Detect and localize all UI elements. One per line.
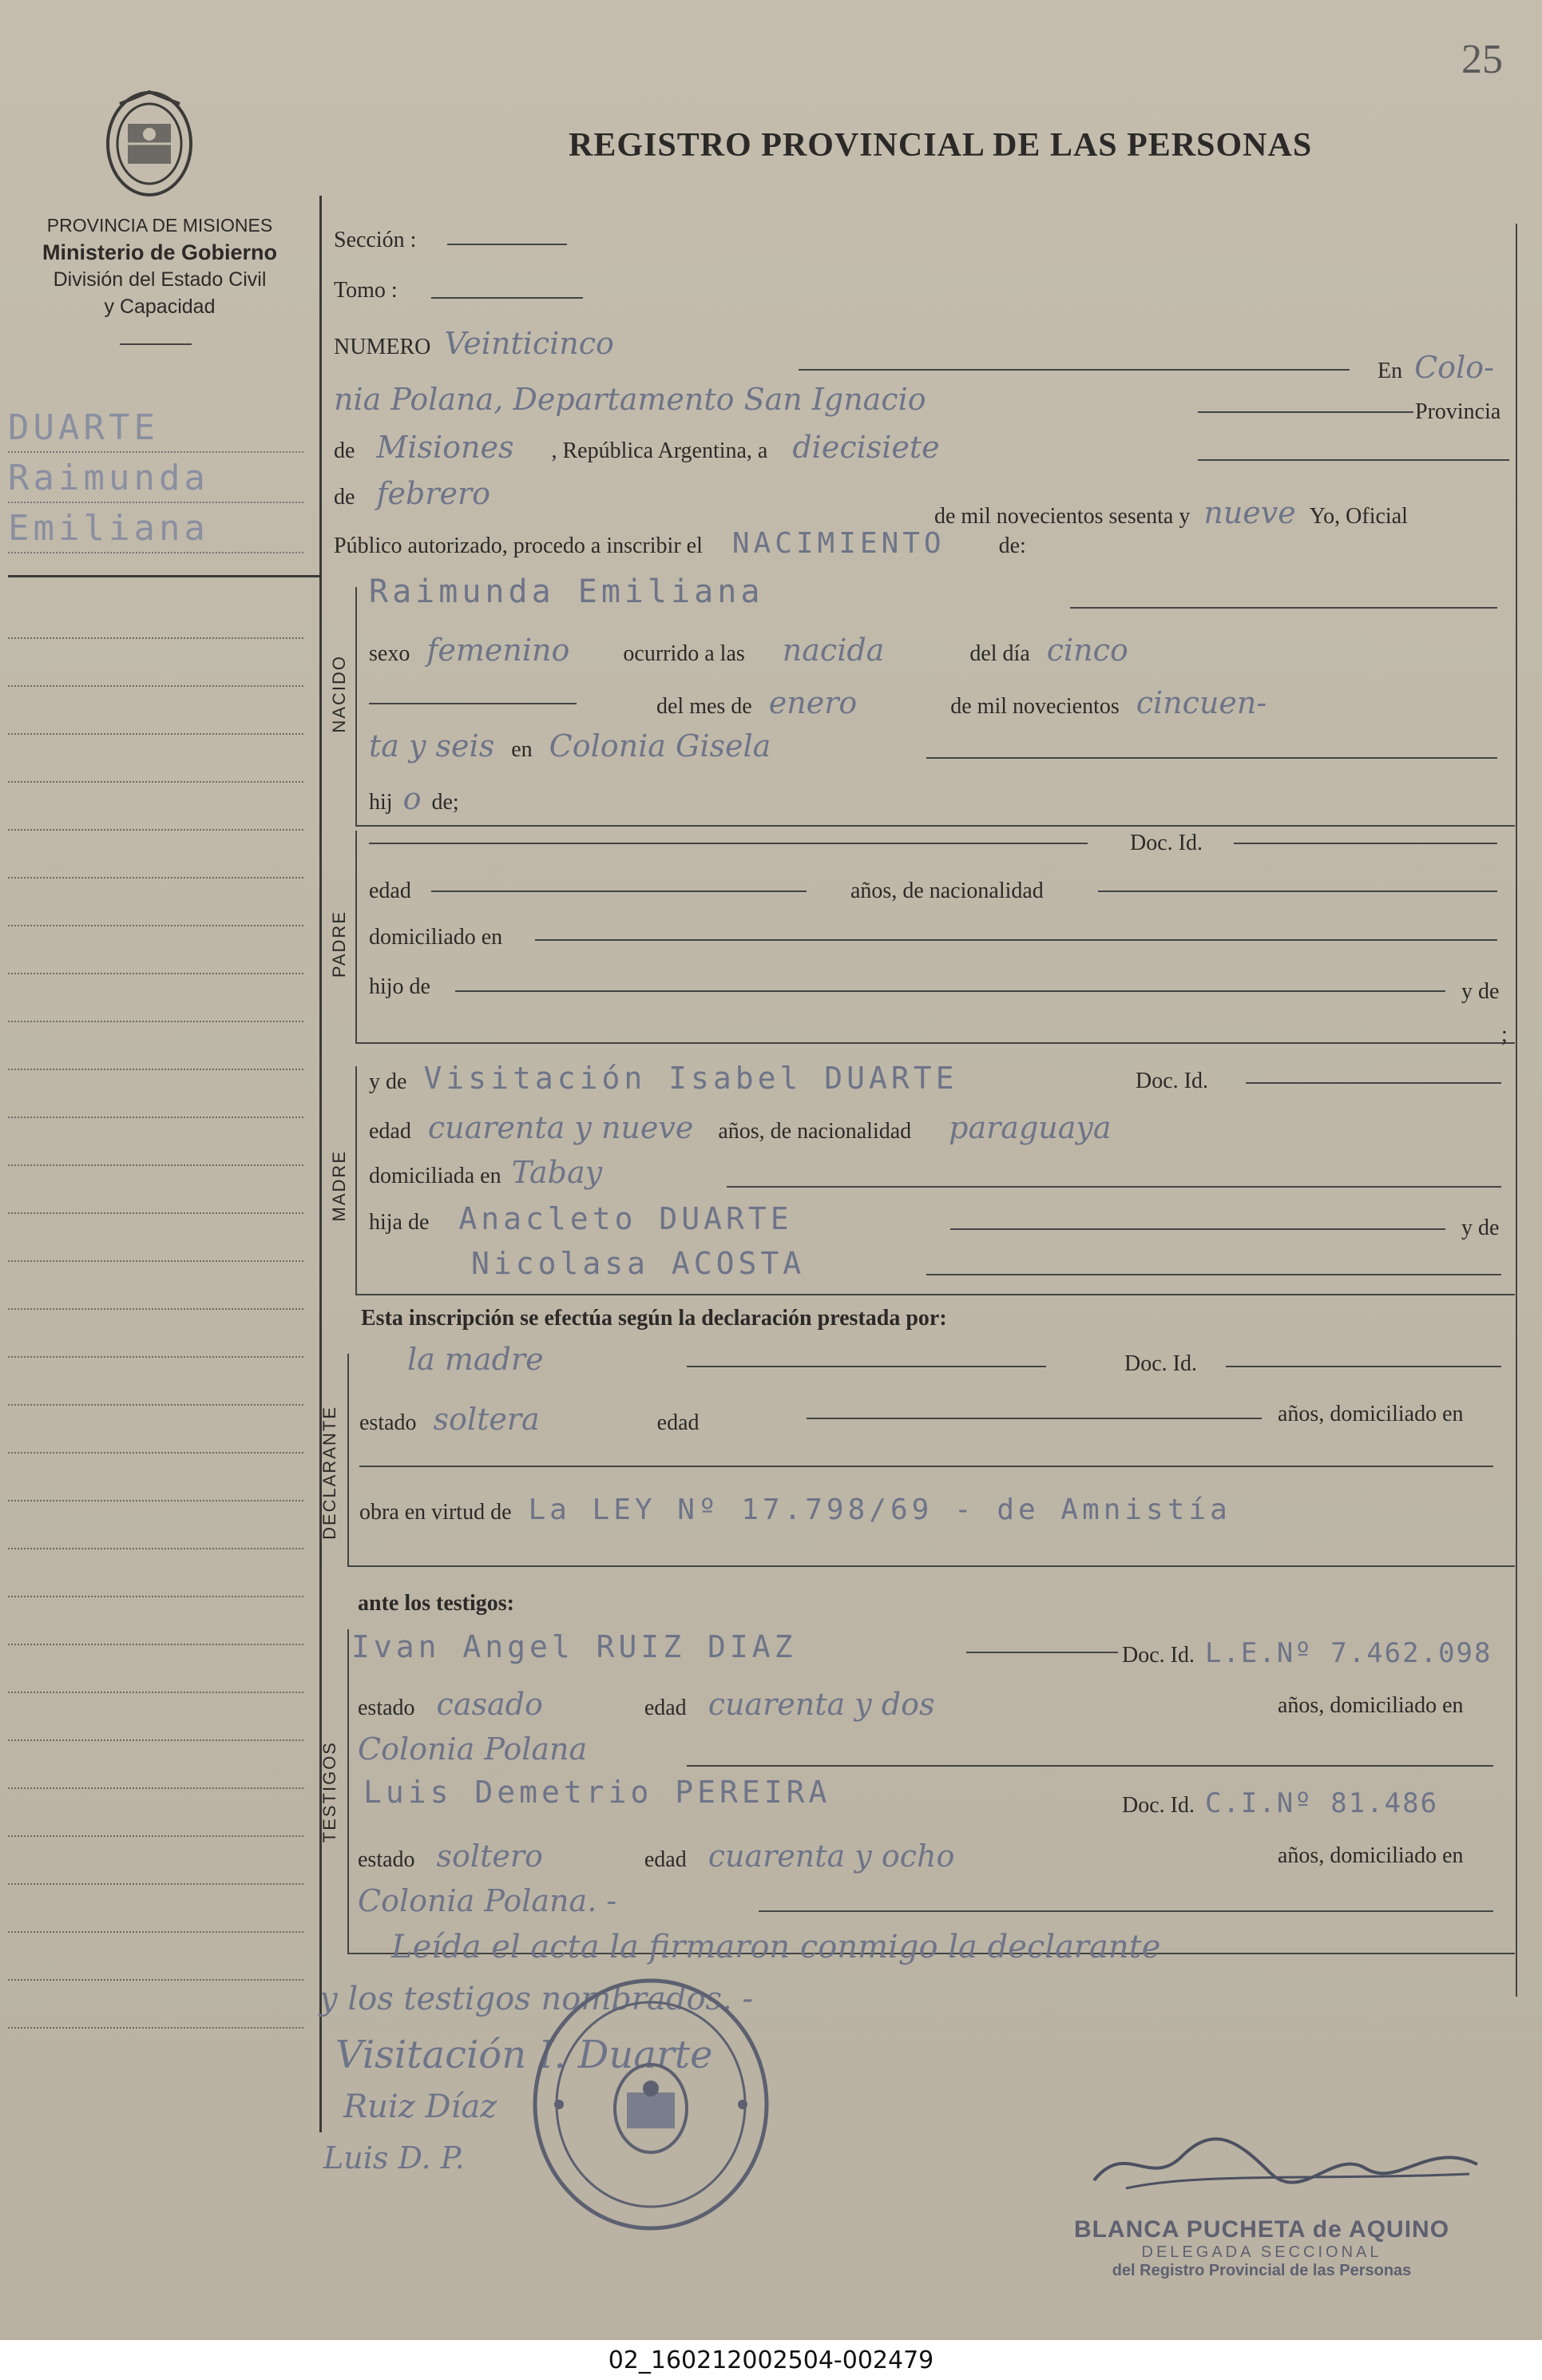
- numero-line: [799, 369, 1350, 371]
- madre-edad-value: cuarenta y nueve: [427, 1110, 694, 1145]
- seccion-row: [334, 228, 416, 253]
- madre-edad-label: edad: [369, 1119, 411, 1144]
- padre-semicolon-row: [1501, 1022, 1508, 1048]
- madre-name-row: [369, 1061, 958, 1096]
- ante-row: [358, 1591, 514, 1616]
- madre-madre-row: [471, 1246, 805, 1281]
- padre-section: [355, 831, 1515, 1044]
- nacido-name-row: [369, 573, 763, 610]
- mil-label: de mil novecientos sesenta y: [934, 504, 1191, 529]
- t1-domicilio-label: años, domiciliado en: [1278, 1693, 1464, 1718]
- hij-de-label: de;: [431, 790, 459, 815]
- image-caption: 02_160212002504-002479: [608, 2346, 934, 2374]
- padre-dom-line: [535, 939, 1497, 941]
- t2-dom-value-row: [358, 1883, 616, 1918]
- padre-edad-label: edad: [369, 879, 411, 903]
- padre-y-de-label: y de: [1461, 979, 1500, 1004]
- madre-domicilio-label: domiciliada en: [369, 1164, 501, 1188]
- en-value: Colo-: [1414, 350, 1494, 385]
- yo-oficial-label: Yo, Oficial: [1309, 504, 1408, 529]
- margin-rule: [8, 575, 319, 577]
- closing-line2: y los testigos nombrados. -: [319, 1981, 754, 2017]
- sexo-label: sexo: [369, 641, 410, 666]
- t2-estado-row: [358, 1839, 954, 1874]
- mes-row: [656, 685, 1267, 720]
- provincia-label: Provincia: [1415, 399, 1501, 424]
- madre-nacionalidad-value: paraguaya: [949, 1110, 1112, 1145]
- sexo-value: femenino: [426, 633, 570, 668]
- t1-estado-row: [358, 1687, 934, 1722]
- caption-strip: [0, 2340, 1542, 2380]
- madre-name-value: Visitación Isabel DUARTE: [423, 1061, 958, 1096]
- padre-dom-row: [369, 925, 502, 950]
- declarante-label: DECLARANTE: [319, 1406, 339, 1540]
- nacido-en-label: en: [511, 737, 533, 762]
- t1-name-value: Ivan Angel RUIZ DIAZ: [351, 1629, 797, 1664]
- t1-dom-row: [1278, 1693, 1464, 1719]
- obra-value: La LEY Nº 17.798/69 - de Amnistía: [528, 1493, 1231, 1526]
- t1-edad-label: edad: [644, 1696, 687, 1720]
- t2-doc-row: [1122, 1787, 1438, 1819]
- year-value: nueve: [1203, 495, 1296, 530]
- padre-hijo-line: [455, 990, 1445, 992]
- madre-hija-de-label: hija de: [369, 1210, 430, 1235]
- tomo-line: [431, 297, 583, 299]
- t2-estado-value: soltero: [436, 1839, 543, 1874]
- page-number: 25: [1461, 37, 1503, 82]
- hij-label: hij: [369, 790, 393, 815]
- publico-label: Público autorizado, procedo a inscribir el: [334, 534, 703, 558]
- provincia-value: Misiones: [376, 430, 514, 465]
- t1-name-line: [966, 1652, 1118, 1653]
- padre-nac-row: [850, 879, 1044, 904]
- t1-doc-value: L.E.Nº 7.462.098: [1204, 1637, 1492, 1669]
- madre-doc-line: [1246, 1082, 1501, 1084]
- en-row: [1377, 350, 1494, 385]
- t2-dom-line: [759, 1910, 1493, 1912]
- t1-doc-label: Doc. Id.: [1122, 1643, 1195, 1668]
- right-border: [1516, 224, 1517, 1997]
- padre-doc-label: Doc. Id.: [1130, 831, 1203, 855]
- dia-value: cinco: [1046, 633, 1128, 668]
- padre-edad-line: [431, 891, 807, 892]
- day-value: diecisiete: [792, 430, 940, 465]
- de2-label: de: [334, 485, 355, 510]
- declarante-name-row: [407, 1342, 544, 1377]
- declarante-domicilio-label: años, domiciliado en: [1278, 1402, 1464, 1426]
- declarante-estado-value: soltera: [433, 1402, 540, 1437]
- lugar-row: [369, 728, 771, 764]
- declarante-name-value: la madre: [407, 1342, 544, 1377]
- province-rule: [120, 343, 192, 345]
- declarante-edad-label: edad: [656, 1410, 700, 1435]
- t1-name-row: [351, 1629, 797, 1664]
- sexo-row: [369, 633, 1128, 668]
- padre-hijo-de-label: hijo de: [369, 974, 430, 999]
- madre-domicilio-value: Tabay: [511, 1155, 603, 1190]
- official-registry: del Registro Provincial de las Personas: [1112, 2262, 1412, 2279]
- madre-doc-row: [1136, 1069, 1208, 1094]
- padre-domicilio-label: domiciliado en: [369, 925, 503, 950]
- signature-witness2: Luis D. P.: [323, 2140, 465, 2176]
- declarante-section: [347, 1354, 1515, 1567]
- de-mil-label: de mil novecientos: [950, 694, 1120, 719]
- nacido-name-line: [1070, 607, 1497, 609]
- declarante-doc-label: Doc. Id.: [1124, 1351, 1197, 1376]
- acto-value: NACIMIENTO: [731, 527, 945, 560]
- declarante-doc-row: [1124, 1351, 1197, 1377]
- madre-edad-row: [369, 1110, 1112, 1145]
- tomo-row: [334, 278, 398, 303]
- lugar-line: [926, 757, 1497, 759]
- place-row: [334, 382, 926, 417]
- padre-edad-row: [369, 879, 411, 904]
- padre-doc-row: [1130, 831, 1203, 856]
- padre-label: PADRE: [329, 910, 349, 978]
- t2-name-row: [363, 1775, 830, 1810]
- madre-padre-value: Anacleto DUARTE: [458, 1201, 793, 1236]
- hora-value: nacida: [782, 633, 885, 668]
- testigos-label: TESTIGOS: [319, 1741, 339, 1843]
- declarante-dom-line: [359, 1466, 1493, 1467]
- closing-line1-row: [391, 1929, 1160, 1965]
- place-line: [1198, 411, 1413, 413]
- nacido-name-value: Raimunda Emiliana: [369, 573, 764, 610]
- margin-names: [8, 407, 303, 558]
- madre-doc-label: Doc. Id.: [1136, 1069, 1208, 1093]
- madre-madre-value: Nicolasa ACOSTA: [471, 1246, 806, 1281]
- madre-yde-row: [1461, 1216, 1499, 1241]
- madre-hija-row: [369, 1201, 793, 1236]
- t2-domicilio-value: Colonia Polana. -: [358, 1883, 617, 1918]
- t1-estado-value: casado: [436, 1687, 543, 1722]
- numero-label: NUMERO: [334, 335, 431, 359]
- de-label: de: [334, 438, 355, 463]
- provincial-seal-icon: [104, 88, 196, 200]
- republica-label: , República Argentina, a: [551, 438, 768, 463]
- declarante-edad-line: [807, 1418, 1262, 1419]
- year-row: [934, 495, 1408, 530]
- declarante-estado-label: estado: [359, 1410, 417, 1435]
- padre-nac-line: [1098, 891, 1497, 892]
- month-row: [334, 476, 490, 511]
- t1-dom-value-row: [358, 1731, 587, 1767]
- numero-row: [334, 326, 614, 361]
- t2-edad-label: edad: [644, 1847, 687, 1872]
- anio-value-1: cincuen-: [1136, 685, 1267, 720]
- ministry-line: Ministerio de Gobierno: [42, 240, 278, 264]
- padre-nacionalidad-label: años, de nacionalidad: [850, 879, 1044, 903]
- obra-row: [359, 1493, 1231, 1526]
- padre-doc-line: [1234, 843, 1497, 844]
- hij-row: [369, 781, 459, 816]
- t2-domicilio-label: años, domiciliado en: [1278, 1843, 1464, 1868]
- acto-row: [334, 527, 1026, 560]
- ante-label: ante los testigos:: [358, 1591, 514, 1616]
- official-block: [1038, 2216, 1485, 2280]
- t1-doc-row: [1122, 1637, 1492, 1669]
- t2-edad-value: cuarenta y ocho: [708, 1839, 955, 1874]
- t2-doc-label: Doc. Id.: [1122, 1793, 1195, 1818]
- madre-y-de2-label: y de: [1461, 1216, 1500, 1240]
- madre-y-de-label: y de: [369, 1069, 407, 1094]
- del-dia-label: del día: [969, 641, 1030, 666]
- anio-value-2: ta y seis: [369, 728, 495, 764]
- month-value: febrero: [376, 476, 491, 511]
- province-line: PROVINCIA DE MISIONES: [46, 215, 273, 236]
- t1-dom-line: [687, 1765, 1493, 1767]
- ocurrido-label: ocurrido a las: [623, 641, 745, 666]
- margin-first-name: Raimunda: [8, 458, 303, 503]
- padre-hijo-row: [369, 974, 430, 1000]
- declarante-estado-row: [359, 1402, 700, 1437]
- madre-madre-line: [926, 1274, 1501, 1275]
- mes-value: enero: [768, 685, 858, 720]
- tomo-label: Tomo :: [334, 278, 398, 303]
- hij-value: o: [402, 781, 422, 816]
- signature-declarante: Visitación I. Duarte: [335, 2033, 713, 2077]
- en-label: En: [1377, 359, 1403, 383]
- t2-doc-value: C.I.Nº 81.486: [1204, 1787, 1439, 1819]
- madre-dom-row: [369, 1155, 602, 1190]
- t2-name-value: Luis Demetrio PEREIRA: [363, 1775, 831, 1810]
- obra-label: obra en virtud de: [359, 1500, 512, 1525]
- margin-second-name: Emiliana: [8, 508, 303, 553]
- declaracion-label: Esta inscripción se efectúa según la declaración prestada por:: [361, 1306, 947, 1331]
- madre-dom-line: [727, 1186, 1501, 1188]
- padre-yde-row: [1461, 979, 1499, 1005]
- madre-hija-line: [950, 1228, 1445, 1230]
- signature-witness1: Ruiz Díaz: [343, 2088, 497, 2125]
- margin-surname: DUARTE: [8, 407, 303, 453]
- official-role: DELEGADA SECCIONAL: [1141, 2243, 1382, 2261]
- provincia-label-row: [1415, 399, 1500, 425]
- official-signature-icon: [1078, 2124, 1493, 2196]
- provincia-row: [334, 430, 940, 465]
- place-value: nia Polana, Departamento San Ignacio: [334, 382, 926, 417]
- padre-semicolon: ;: [1501, 1022, 1508, 1047]
- t1-estado-label: estado: [358, 1696, 415, 1720]
- lugar-value: Colonia Gisela: [549, 728, 771, 764]
- official-round-stamp-icon: [527, 1973, 775, 2236]
- de-colon-label: de:: [998, 534, 1026, 558]
- official-name: BLANCA PUCHETA de AQUINO: [1073, 2216, 1450, 2243]
- mes-line-left: [369, 703, 577, 704]
- madre-label: MADRE: [329, 1150, 349, 1222]
- del-mes-label: del mes de: [656, 694, 752, 719]
- t2-estado-label: estado: [358, 1847, 415, 1872]
- seccion-line: [447, 244, 567, 245]
- declarante-name-line: [687, 1366, 1046, 1367]
- nacido-label: NACIDO: [329, 655, 349, 733]
- padre-name-line: [369, 843, 1088, 844]
- closing-line1: Leída el acta la firmaron conmigo la declarante: [391, 1929, 1161, 1965]
- capacity-line: y Capacidad: [104, 296, 216, 318]
- t2-dom-row: [1278, 1843, 1464, 1869]
- t1-domicilio-value: Colonia Polana: [358, 1731, 588, 1767]
- seccion-label: Sección :: [334, 228, 417, 252]
- margin-dotted-lines: [8, 591, 303, 2029]
- province-block: [0, 212, 319, 320]
- division-line: División del Estado Civil: [53, 268, 267, 291]
- declaracion-row: [361, 1306, 947, 1331]
- t1-edad-value: cuarenta y dos: [708, 1687, 935, 1722]
- madre-nacionalidad-label: años, de nacionalidad: [718, 1119, 912, 1144]
- day-line: [1198, 459, 1509, 461]
- declarante-dom-row: [1278, 1402, 1464, 1427]
- document-title: REGISTRO PROVINCIAL DE LAS PERSONAS: [569, 127, 1313, 164]
- numero-value: Veinticinco: [444, 326, 614, 361]
- declarante-doc-line: [1226, 1366, 1501, 1367]
